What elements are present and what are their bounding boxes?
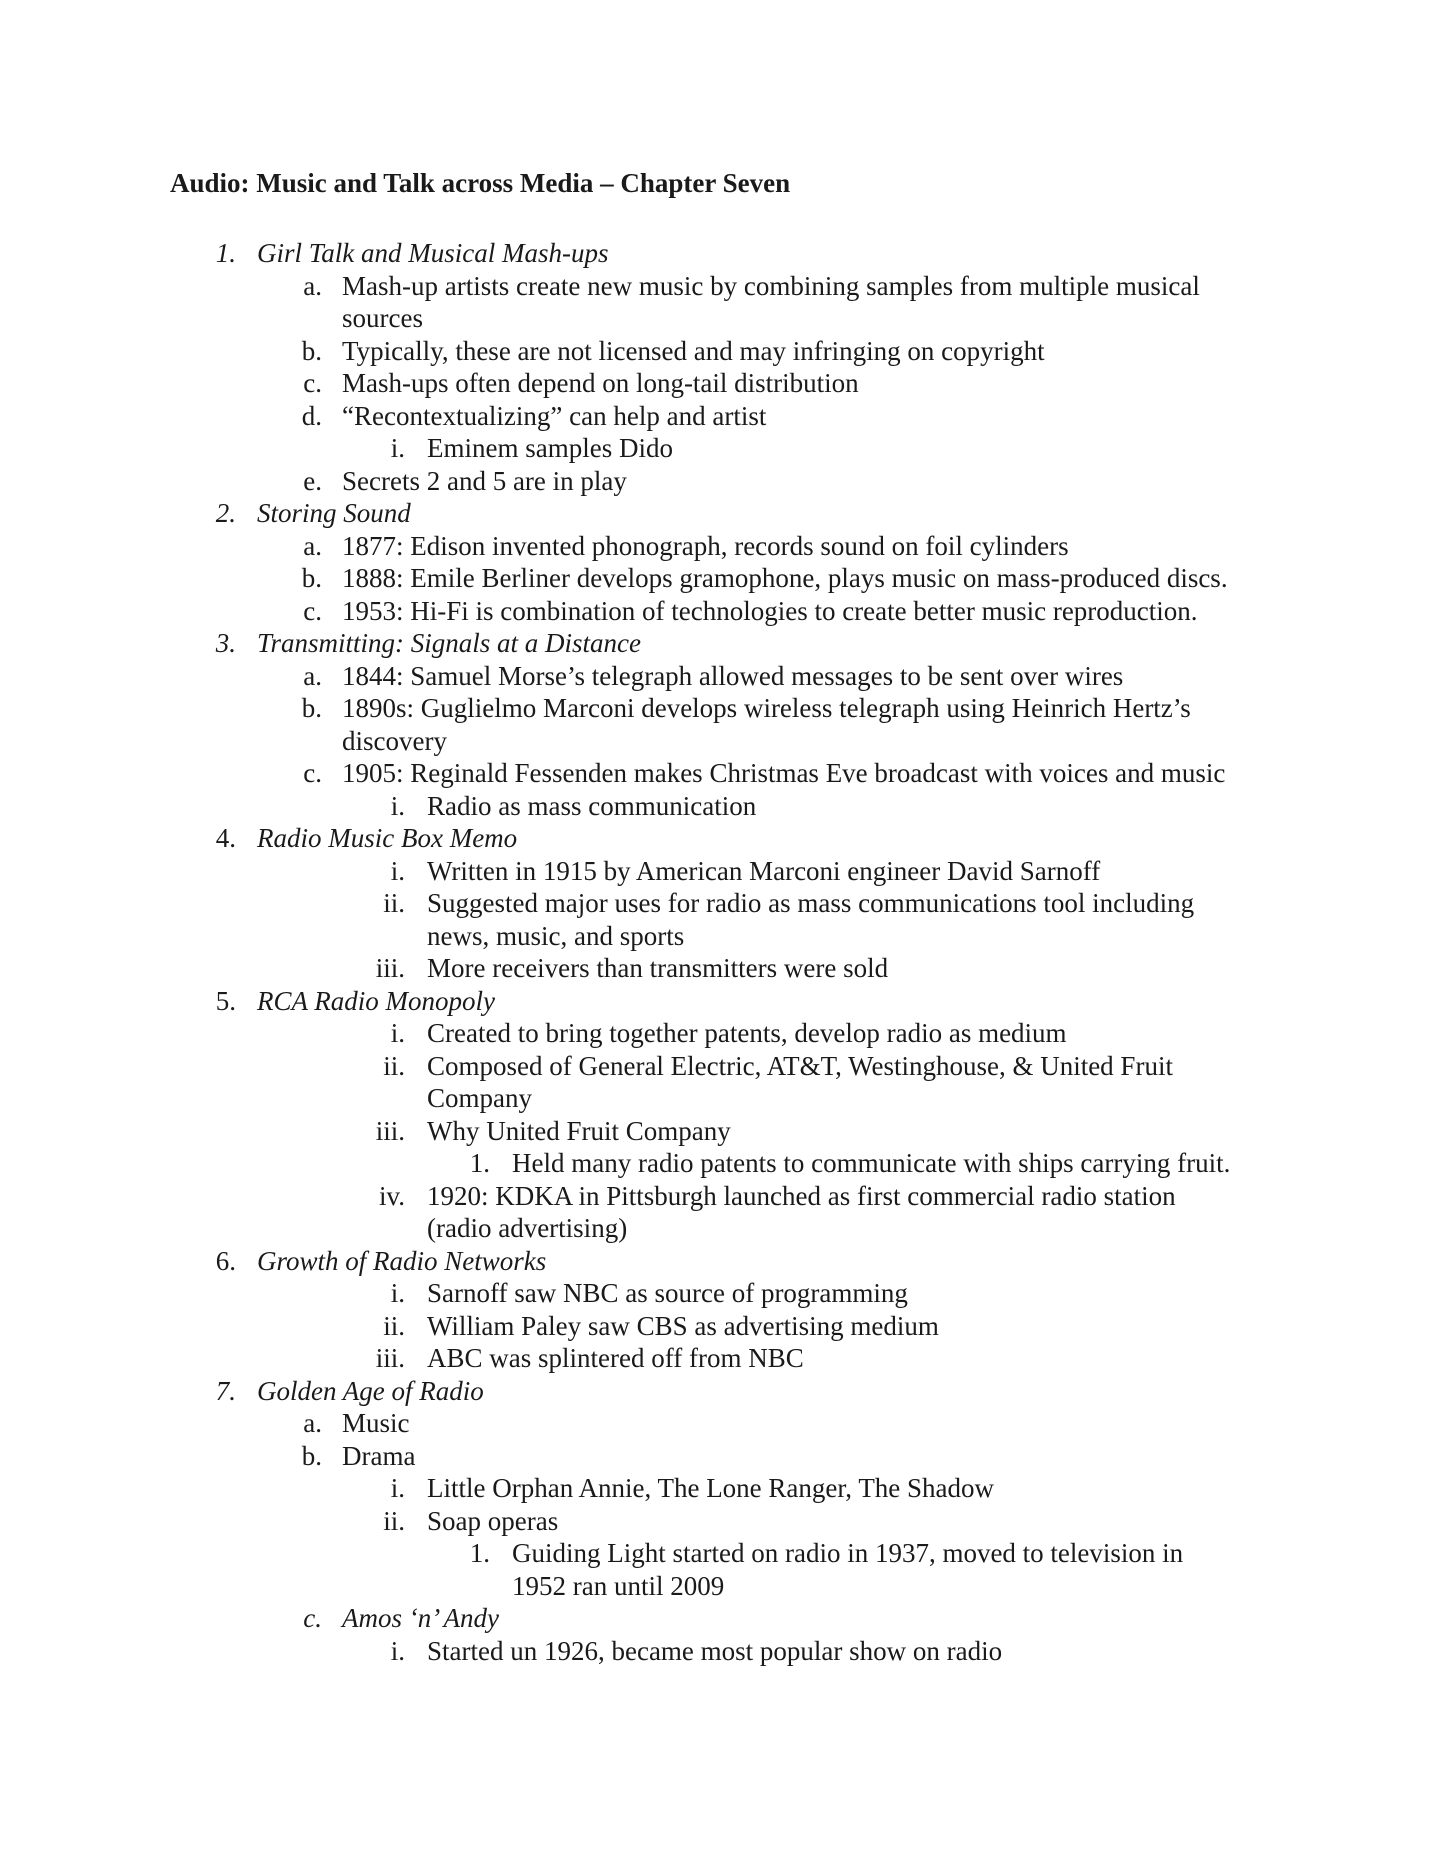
outline-marker: 5. xyxy=(215,985,236,1016)
outline-item xyxy=(0,920,1456,952)
outline-text: Storing Sound xyxy=(257,498,411,528)
outline-text: William Paley saw CBS as advertising medium xyxy=(427,1310,939,1341)
outline-text: Composed of General Electric, AT&T, Westinghouse, & United Fruit xyxy=(427,1050,1173,1081)
outline-marker: i. xyxy=(390,855,405,886)
outline-text: Company xyxy=(427,1083,532,1113)
outline-item xyxy=(0,367,1456,399)
outline-marker: b. xyxy=(301,1440,322,1471)
outline-item xyxy=(0,1375,1456,1407)
outline-text: 1905: Reginald Fessenden makes Christmas Eve broadcast with voices and music xyxy=(342,758,1226,788)
outline-marker: c. xyxy=(303,758,322,788)
outline-text: sources xyxy=(342,303,423,333)
outline-item xyxy=(0,822,1456,854)
outline-marker: b. xyxy=(301,335,322,366)
outline-text: discovery xyxy=(342,725,447,756)
outline-text: Soap operas xyxy=(427,1505,559,1536)
outline-text: 1890s: Guglielmo Marconi develops wireless telegraph using Heinrich Hertz’s xyxy=(342,693,1191,723)
outline-item xyxy=(0,270,1456,302)
outline-marker: iii. xyxy=(375,953,405,983)
outline-text: More receivers than transmitters were sold xyxy=(427,953,889,983)
outline-item xyxy=(0,1017,1456,1049)
outline-text: 1888: Emile Berliner develops gramophone, plays music on mass-produced discs. xyxy=(342,563,1228,593)
outline-marker: ii. xyxy=(383,888,405,918)
outline-marker: b. xyxy=(301,693,322,723)
outline-marker: i. xyxy=(390,1473,405,1503)
outline-marker: iii. xyxy=(375,1343,405,1373)
outline-item xyxy=(0,1440,1456,1472)
outline-text: Why United Fruit Company xyxy=(427,1115,731,1146)
outline-marker: 2. xyxy=(215,498,236,528)
outline-text: Growth of Radio Networks xyxy=(257,1245,547,1276)
outline-item xyxy=(0,1245,1456,1277)
outline-item xyxy=(0,887,1456,919)
outline-text: Girl Talk and Musical Mash-ups xyxy=(257,238,609,268)
outline-text: Mash-up artists create new music by combining samples from multiple musical xyxy=(342,270,1200,301)
outline-item xyxy=(0,660,1456,692)
outline-text: 1844: Samuel Morse’s telegraph allowed messages to be sent over wires xyxy=(342,660,1124,691)
outline-text: “Recontextualizing” can help and artist xyxy=(342,400,767,431)
outline-text: Music xyxy=(342,1408,410,1438)
outline-text: Drama xyxy=(342,1440,416,1471)
outline-marker: 1. xyxy=(215,238,236,268)
outline-item xyxy=(0,1310,1456,1342)
outline-item xyxy=(0,237,1456,269)
outline-text: Little Orphan Annie, The Lone Ranger, The Shadow xyxy=(427,1473,995,1503)
outline-text: 1952 ran until 2009 xyxy=(512,1570,725,1601)
outline-item xyxy=(0,1212,1456,1244)
outline-marker: c. xyxy=(303,595,322,626)
outline-text: Created to bring together patents, develop radio as medium xyxy=(427,1018,1067,1048)
outline-text: news, music, and sports xyxy=(427,920,685,951)
outline-text: Typically, these are not licensed and may infringing on copyright xyxy=(342,335,1045,366)
outline-item xyxy=(0,497,1456,529)
outline-marker: ii. xyxy=(383,1310,405,1341)
outline-text: Suggested major uses for radio as mass communications tool including xyxy=(427,888,1195,918)
outline-text: Amos ‘n’ Andy xyxy=(342,1603,499,1633)
outline-marker: 1. xyxy=(469,1538,490,1568)
document-title: Audio: Music and Talk across Media – Chapter Seven xyxy=(170,168,791,198)
outline-marker: d. xyxy=(301,400,322,431)
outline-text: Written in 1915 by American Marconi engineer David Sarnoff xyxy=(427,855,1101,886)
outline-marker: a. xyxy=(303,530,322,561)
outline-marker: e. xyxy=(303,465,322,496)
outline-item xyxy=(0,432,1456,464)
outline-marker: i. xyxy=(390,433,405,463)
outline-item xyxy=(0,725,1456,757)
outline-text: 1953: Hi-Fi is combination of technologies to create better music reproduction. xyxy=(342,595,1198,626)
outline-item xyxy=(0,1602,1456,1634)
outline-marker: c. xyxy=(303,368,322,398)
outline-text: Radio Music Box Memo xyxy=(257,823,518,853)
outline-text: Secrets 2 and 5 are in play xyxy=(342,465,627,496)
outline-item xyxy=(0,400,1456,432)
outline-text: Started un 1926, became most popular show on radio xyxy=(427,1635,1003,1666)
outline-item xyxy=(0,1537,1456,1569)
outline-item xyxy=(0,1635,1456,1667)
outline-text: Sarnoff saw NBC as source of programming xyxy=(427,1278,908,1308)
outline-item xyxy=(0,1277,1456,1309)
outline-text: Eminem samples Dido xyxy=(427,433,673,463)
outline-text: 1920: KDKA in Pittsburgh launched as first commercial radio station xyxy=(427,1180,1176,1211)
outline-marker: iv. xyxy=(379,1180,405,1211)
outline-item xyxy=(0,985,1456,1017)
outline-item xyxy=(0,1342,1456,1374)
outline-text: 1877: Edison invented phonograph, records sound on foil cylinders xyxy=(342,530,1069,561)
outline-item xyxy=(0,1505,1456,1537)
outline-item xyxy=(0,1570,1456,1602)
outline-text: Held many radio patents to communicate with ships carrying fruit. xyxy=(512,1148,1231,1178)
outline-marker: a. xyxy=(303,660,322,691)
outline-text: RCA Radio Monopoly xyxy=(257,985,495,1016)
outline-marker: i. xyxy=(390,1018,405,1048)
outline-marker: b. xyxy=(301,563,322,593)
outline-item xyxy=(0,952,1456,984)
outline-item xyxy=(0,855,1456,887)
outline-marker: 7. xyxy=(215,1375,236,1406)
outline-marker: 6. xyxy=(215,1245,236,1276)
outline-item xyxy=(0,1147,1456,1179)
outline-item xyxy=(0,335,1456,367)
outline-text: Golden Age of Radio xyxy=(257,1375,484,1406)
outline-marker: 4. xyxy=(215,823,236,853)
outline-item xyxy=(0,627,1456,659)
outline-marker: i. xyxy=(390,1278,405,1308)
outline-marker: a. xyxy=(303,1408,322,1438)
outline-item xyxy=(0,1407,1456,1439)
outline-marker: a. xyxy=(303,270,322,301)
outline-item xyxy=(0,1180,1456,1212)
outline-marker: c. xyxy=(303,1603,322,1633)
outline-item xyxy=(0,1082,1456,1114)
outline-marker: i. xyxy=(390,790,405,821)
outline-text: (radio advertising) xyxy=(427,1213,628,1243)
outline-marker: 3. xyxy=(215,628,236,658)
outline-marker: ii. xyxy=(383,1050,405,1081)
outline-marker: 1. xyxy=(469,1148,490,1178)
outline-item xyxy=(0,757,1456,789)
outline-item xyxy=(0,302,1456,334)
outline-item xyxy=(0,1115,1456,1147)
outline-item xyxy=(0,530,1456,562)
outline-item xyxy=(0,562,1456,594)
outline-item xyxy=(0,692,1456,724)
outline-item xyxy=(0,465,1456,497)
outline-text: ABC was splintered off from NBC xyxy=(427,1343,804,1373)
outline-marker: i. xyxy=(390,1635,405,1666)
outline-marker: ii. xyxy=(383,1505,405,1536)
outline-item xyxy=(0,1472,1456,1504)
outline-text: Mash-ups often depend on long-tail distribution xyxy=(342,368,859,398)
outline-text: Radio as mass communication xyxy=(427,790,757,821)
outline-item xyxy=(0,1050,1456,1082)
outline-text: Transmitting: Signals at a Distance xyxy=(257,628,642,658)
outline-marker: iii. xyxy=(375,1115,405,1146)
outline-item xyxy=(0,595,1456,627)
outline-item xyxy=(0,790,1456,822)
outline-text: Guiding Light started on radio in 1937, moved to television in xyxy=(512,1538,1184,1568)
